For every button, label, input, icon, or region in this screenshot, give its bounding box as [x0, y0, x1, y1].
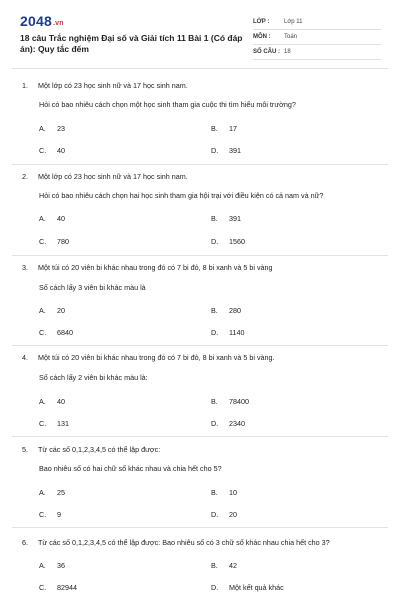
option-b[interactable]: B. 391: [211, 214, 241, 223]
option-b[interactable]: B. 10: [211, 488, 237, 497]
question-number: 5.: [22, 445, 28, 454]
option-d[interactable]: D. 1560: [211, 237, 245, 246]
logo-suffix: .vn: [52, 20, 64, 27]
option-a[interactable]: A. 20: [39, 306, 65, 315]
question-subtext: Số cách lấy 2 viên bi khác màu là:: [39, 373, 148, 382]
option-d[interactable]: D. 1140: [211, 328, 245, 337]
meta-key: MÔN :: [253, 34, 271, 40]
question-divider: [12, 436, 388, 437]
option-c[interactable]: C. 780: [39, 237, 69, 246]
meta-value: 18: [284, 49, 291, 55]
question-text: [22, 81, 188, 90]
question-text: [22, 263, 273, 272]
question-number: 2.: [22, 172, 28, 181]
option-b[interactable]: B. 280: [211, 306, 241, 315]
question-text: [22, 353, 275, 362]
question-number: 4.: [22, 353, 28, 362]
question-number: 6.: [22, 538, 28, 547]
question-text: [22, 445, 160, 454]
meta-row-subject: [253, 30, 381, 45]
option-d[interactable]: D. 391: [211, 146, 241, 155]
option-c[interactable]: C. 82944: [39, 583, 77, 592]
question-text: [22, 172, 188, 181]
option-a[interactable]: A. 40: [39, 214, 65, 223]
page-header: [0, 0, 400, 62]
question-subtext: Bao nhiêu số có hai chữ số khác nhau và chia hết cho 5?: [39, 464, 222, 473]
question-stem: Từ các số 0,1,2,3,4,5 có thể lập được:: [38, 445, 161, 454]
option-d[interactable]: D. Một kết quả khác: [211, 583, 284, 592]
option-a[interactable]: A. 40: [39, 397, 65, 406]
site-logo[interactable]: [20, 13, 64, 29]
question-stem: Một lớp có 23 học sinh nữ và 17 học sinh nam.: [38, 172, 188, 181]
question-divider: [12, 345, 388, 346]
meta-info: [253, 15, 381, 60]
question-divider: [12, 527, 388, 528]
question-subtext: Hỏi có bao nhiêu cách chọn một học sinh tham gia cuộc thi tìm hiểu môi trường?: [39, 100, 296, 109]
question-stem: Một túi có 20 viên bi khác nhau trong đó có 7 bi đỏ, 8 bi xanh và 5 bi vàng: [38, 263, 273, 272]
meta-key: SỐ CÂU :: [253, 49, 280, 55]
question-subtext: Số cách lấy 3 viên bi khác màu là: [39, 283, 146, 292]
question-subtext: Hỏi có bao nhiêu cách chọn hai học sinh tham gia hội trại với điều kiện có cả nam và nữ?: [39, 191, 324, 200]
question-number: 3.: [22, 263, 28, 272]
question-number: 1.: [22, 81, 28, 90]
question-stem: Một lớp có 23 học sinh nữ và 17 học sinh nam.: [38, 81, 188, 90]
option-a[interactable]: A. 36: [39, 561, 65, 570]
logo-text: 2048: [20, 13, 52, 29]
meta-value[interactable]: Toán: [284, 34, 298, 40]
question-divider: [12, 255, 388, 256]
option-d[interactable]: D. 2340: [211, 419, 245, 428]
option-c[interactable]: C. 40: [39, 146, 65, 155]
question-stem: Từ các số 0,1,2,3,4,5 có thể lập được: Bao nhiêu số có 3 chữ số khác nhau chia hết cho 3?: [38, 538, 330, 547]
meta-row-count: [253, 45, 381, 60]
option-c[interactable]: C. 9: [39, 510, 61, 519]
question-text: [22, 538, 330, 547]
page-title: 18 câu Trắc nghiệm Đại số và Giải tích 11 Bài 1 (Có đáp án): Quy tắc đếm: [20, 33, 243, 54]
header-divider: [12, 68, 388, 69]
option-b[interactable]: B. 42: [211, 561, 237, 570]
option-c[interactable]: C. 131: [39, 419, 69, 428]
option-b[interactable]: B. 17: [211, 124, 237, 133]
question-stem: Một túi có 20 viên bi khác nhau trong đó có 7 bi đỏ, 8 bi xanh và 5 bi vàng.: [38, 353, 275, 362]
option-c[interactable]: C. 6840: [39, 328, 73, 337]
question-divider: [12, 164, 388, 165]
option-d[interactable]: D. 20: [211, 510, 237, 519]
option-b[interactable]: B. 78400: [211, 397, 249, 406]
option-a[interactable]: A. 23: [39, 124, 65, 133]
meta-row-class: [253, 15, 381, 30]
meta-key: LỚP :: [253, 19, 270, 25]
meta-value[interactable]: Lớp 11: [284, 19, 303, 25]
option-a[interactable]: A. 25: [39, 488, 65, 497]
